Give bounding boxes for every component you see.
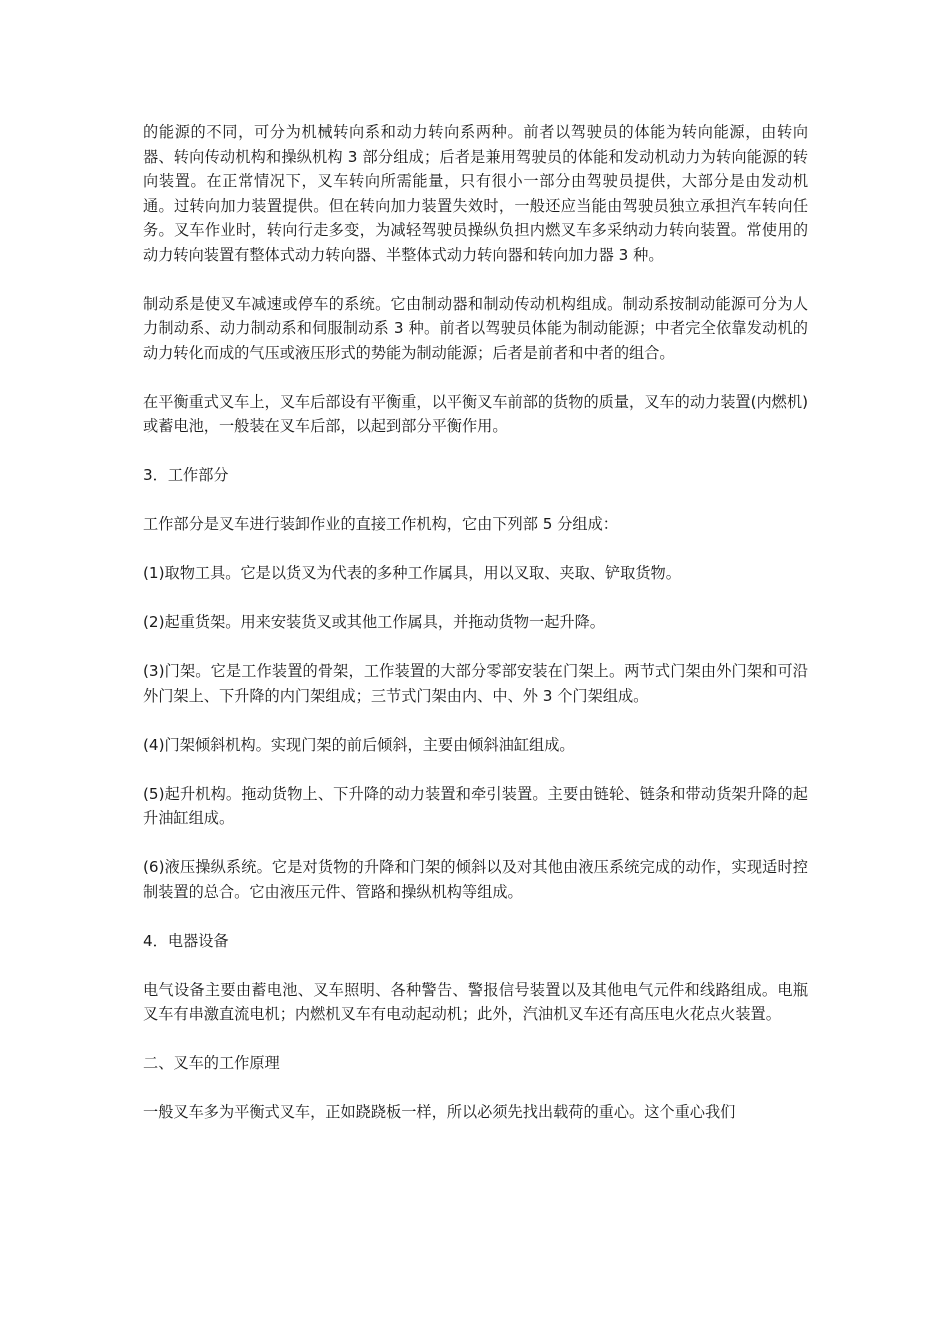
- paragraph-counterweight: 在平衡重式叉车上，叉车后部设有平衡重，以平衡叉车前部的货物的质量，叉车的动力装置(内燃机)或蓄电池，一般装在叉车后部，以起到部分平衡作用。: [143, 392, 808, 435]
- paragraph-working-principle: 一般叉车多为平衡式叉车，正如跷跷板一样，所以必须先找出载荷的重心。这个重心我们: [143, 1103, 736, 1121]
- list-item-mast-tilt: (4)门架倾斜机构。实现门架的前后倾斜，主要由倾斜油缸组成。: [143, 735, 575, 754]
- section-heading-working-principle: 二、叉车的工作原理: [143, 1054, 280, 1072]
- list-item-mast: (3)门架。它是工作装置的骨架，工作装置的大部分零部安装在门架上。两节式门架由外门架和可沿外门架上、下升降的内门架组成；三节式门架由内、中、外 3 个门架组成。: [143, 662, 808, 705]
- list-item-hydraulic-control: (6)液压操纵系统。它是对货物的升降和门架的倾斜以及对其他由液压系统完成的动作，实现适时控制装置的总合。它由液压元件、管路和操纵机构等组成。: [143, 858, 808, 901]
- list-item-lifting-carriage: (2)起重货架。用来安装货叉或其他工作属具，并拖动货物一起升降。: [143, 613, 605, 631]
- list-item-lifting-mechanism: (5)起升机构。拖动货物上、下升降的动力装置和牵引装置。主要由链轮、链条和带动货架升降的起升油缸组成。: [143, 784, 808, 827]
- paragraph-working-part-intro: 工作部分是叉车进行装卸作业的直接工作机构，它由下列部 5 分组成：: [143, 515, 618, 533]
- section-heading-electrical: 4．电器设备: [143, 931, 229, 950]
- list-item-pickup-tool: (1)取物工具。它是以货叉为代表的多种工作属具，用以叉取、夹取、铲取货物。: [143, 564, 681, 582]
- document-body: [143, 120, 808, 1149]
- paragraph-braking-system: 制动系是使叉车减速或停车的系统。它由制动器和制动传动机构组成。制动系按制动能源可分为人力制动系、动力制动系和伺服制动系 3 种。前者以驾驶员体能为制动能源；中者完全依靠发动机的动力转化而成的气压或液压形式的势能为制动能源；后者是前者和中者的组合。: [143, 294, 808, 362]
- paragraph-electrical-equipment: 电气设备主要由蓄电池、叉车照明、各种警告、警报信号装置以及其他电气元件和线路组成。电瓶叉车有串激直流电机；内燃机叉车有电动起动机；此外，汽油机叉车还有高压电火花点火装置。: [143, 980, 808, 1023]
- paragraph-steering-system: 的能源的不同，可分为机械转向系和动力转向系两种。前者以驾驶员的体能为转向能源，由转向器、转向传动机构和操纵机构 3 部分组成；后者是兼用驾驶员的体能和发动机动力为转向能源的转向装置。在正常情况下，叉车转向所需能量，只有很小一部分由驾驶员提供，大部分是由发动机通。过转向加力装置提供。但在转向加力装置失效时，一般还应当能由驾驶员独立承担汽车转向任务。叉车作业时，转向行走多变，为减轻驾驶员操纵负担内燃叉车多采纳动力转向装置。常使用的动力转向装置有整体式动力转向器、半整体式动力转向器和转向加力器 3 种。: [143, 123, 808, 264]
- section-heading-working-part: 3．工作部分: [143, 466, 229, 484]
